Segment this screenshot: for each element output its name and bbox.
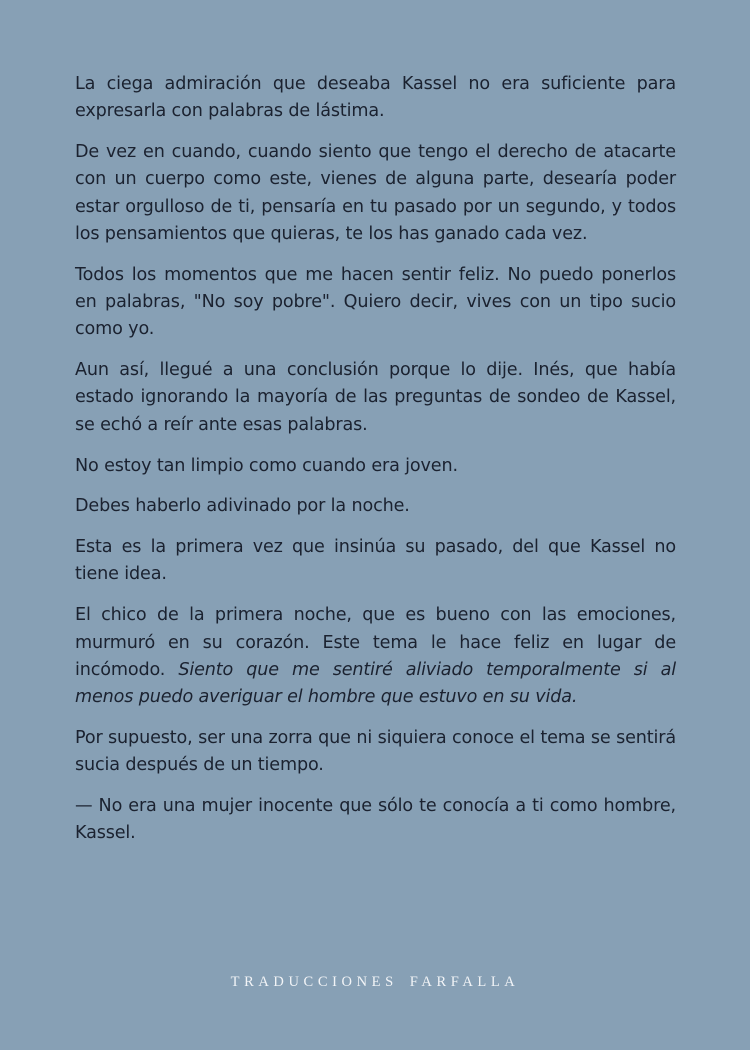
- paragraph-7: Esta es la primera vez que insinúa su pasado, del que Kassel no tiene idea.: [75, 537, 676, 585]
- paragraph-8-text: El chico de la primera noche, que es bueno con las emociones, murmuró en su corazón. Este tema le hace feliz en lugar de incómodo.: [75, 605, 676, 680]
- footer-credit-left: TRADUCCIONES: [230, 974, 398, 990]
- paragraph-8-italic-thought: Siento que me sentiré aliviado temporalmente si al menos puedo averiguar el hombre que estuvo en su vida.: [75, 659, 676, 708]
- paragraph-3: Todos los momentos que me hacen sentir feliz. No puedo ponerlos en palabras, "No soy pobre". Quiero decir, vives con un tipo sucio como yo.: [75, 264, 676, 340]
- paragraph-5: No estoy tan limpio como cuando era joven.: [75, 455, 458, 476]
- paragraph-8: [75, 602, 676, 711]
- footer-credit: [0, 974, 750, 991]
- paragraph-4: Aun así, llegué a una conclusión porque lo dije. Inés, que había estado ignorando la mayoría de las preguntas de sondeo de Kassel, se echó a reír ante esas palabras.: [75, 360, 676, 435]
- paragraph-1: La ciega admiración que deseaba Kassel no era suficiente para expresarla con palabras de lástima.: [75, 74, 676, 122]
- footer-credit-right: FARFALLA: [409, 974, 520, 990]
- paragraph-10-italic-dialogue: — No era una mujer inocente que sólo te conocía a ti como hombre, Kassel.: [75, 796, 676, 844]
- paragraph-9: Por supuesto, ser una zorra que ni siquiera conoce el tema se sentirá sucia después de un tiempo.: [75, 727, 676, 776]
- document-body: [75, 71, 676, 861]
- paragraph-2: De vez en cuando, cuando siento que tengo el derecho de atacarte con un cuerpo como este, vienes de alguna parte, desearía poder estar orgulloso de ti, pensaría en tu pasado por un segundo, y todos los pensamientos que quieras, te los has ganado cada vez.: [75, 142, 676, 244]
- paragraph-6: Debes haberlo adivinado por la noche.: [75, 496, 410, 517]
